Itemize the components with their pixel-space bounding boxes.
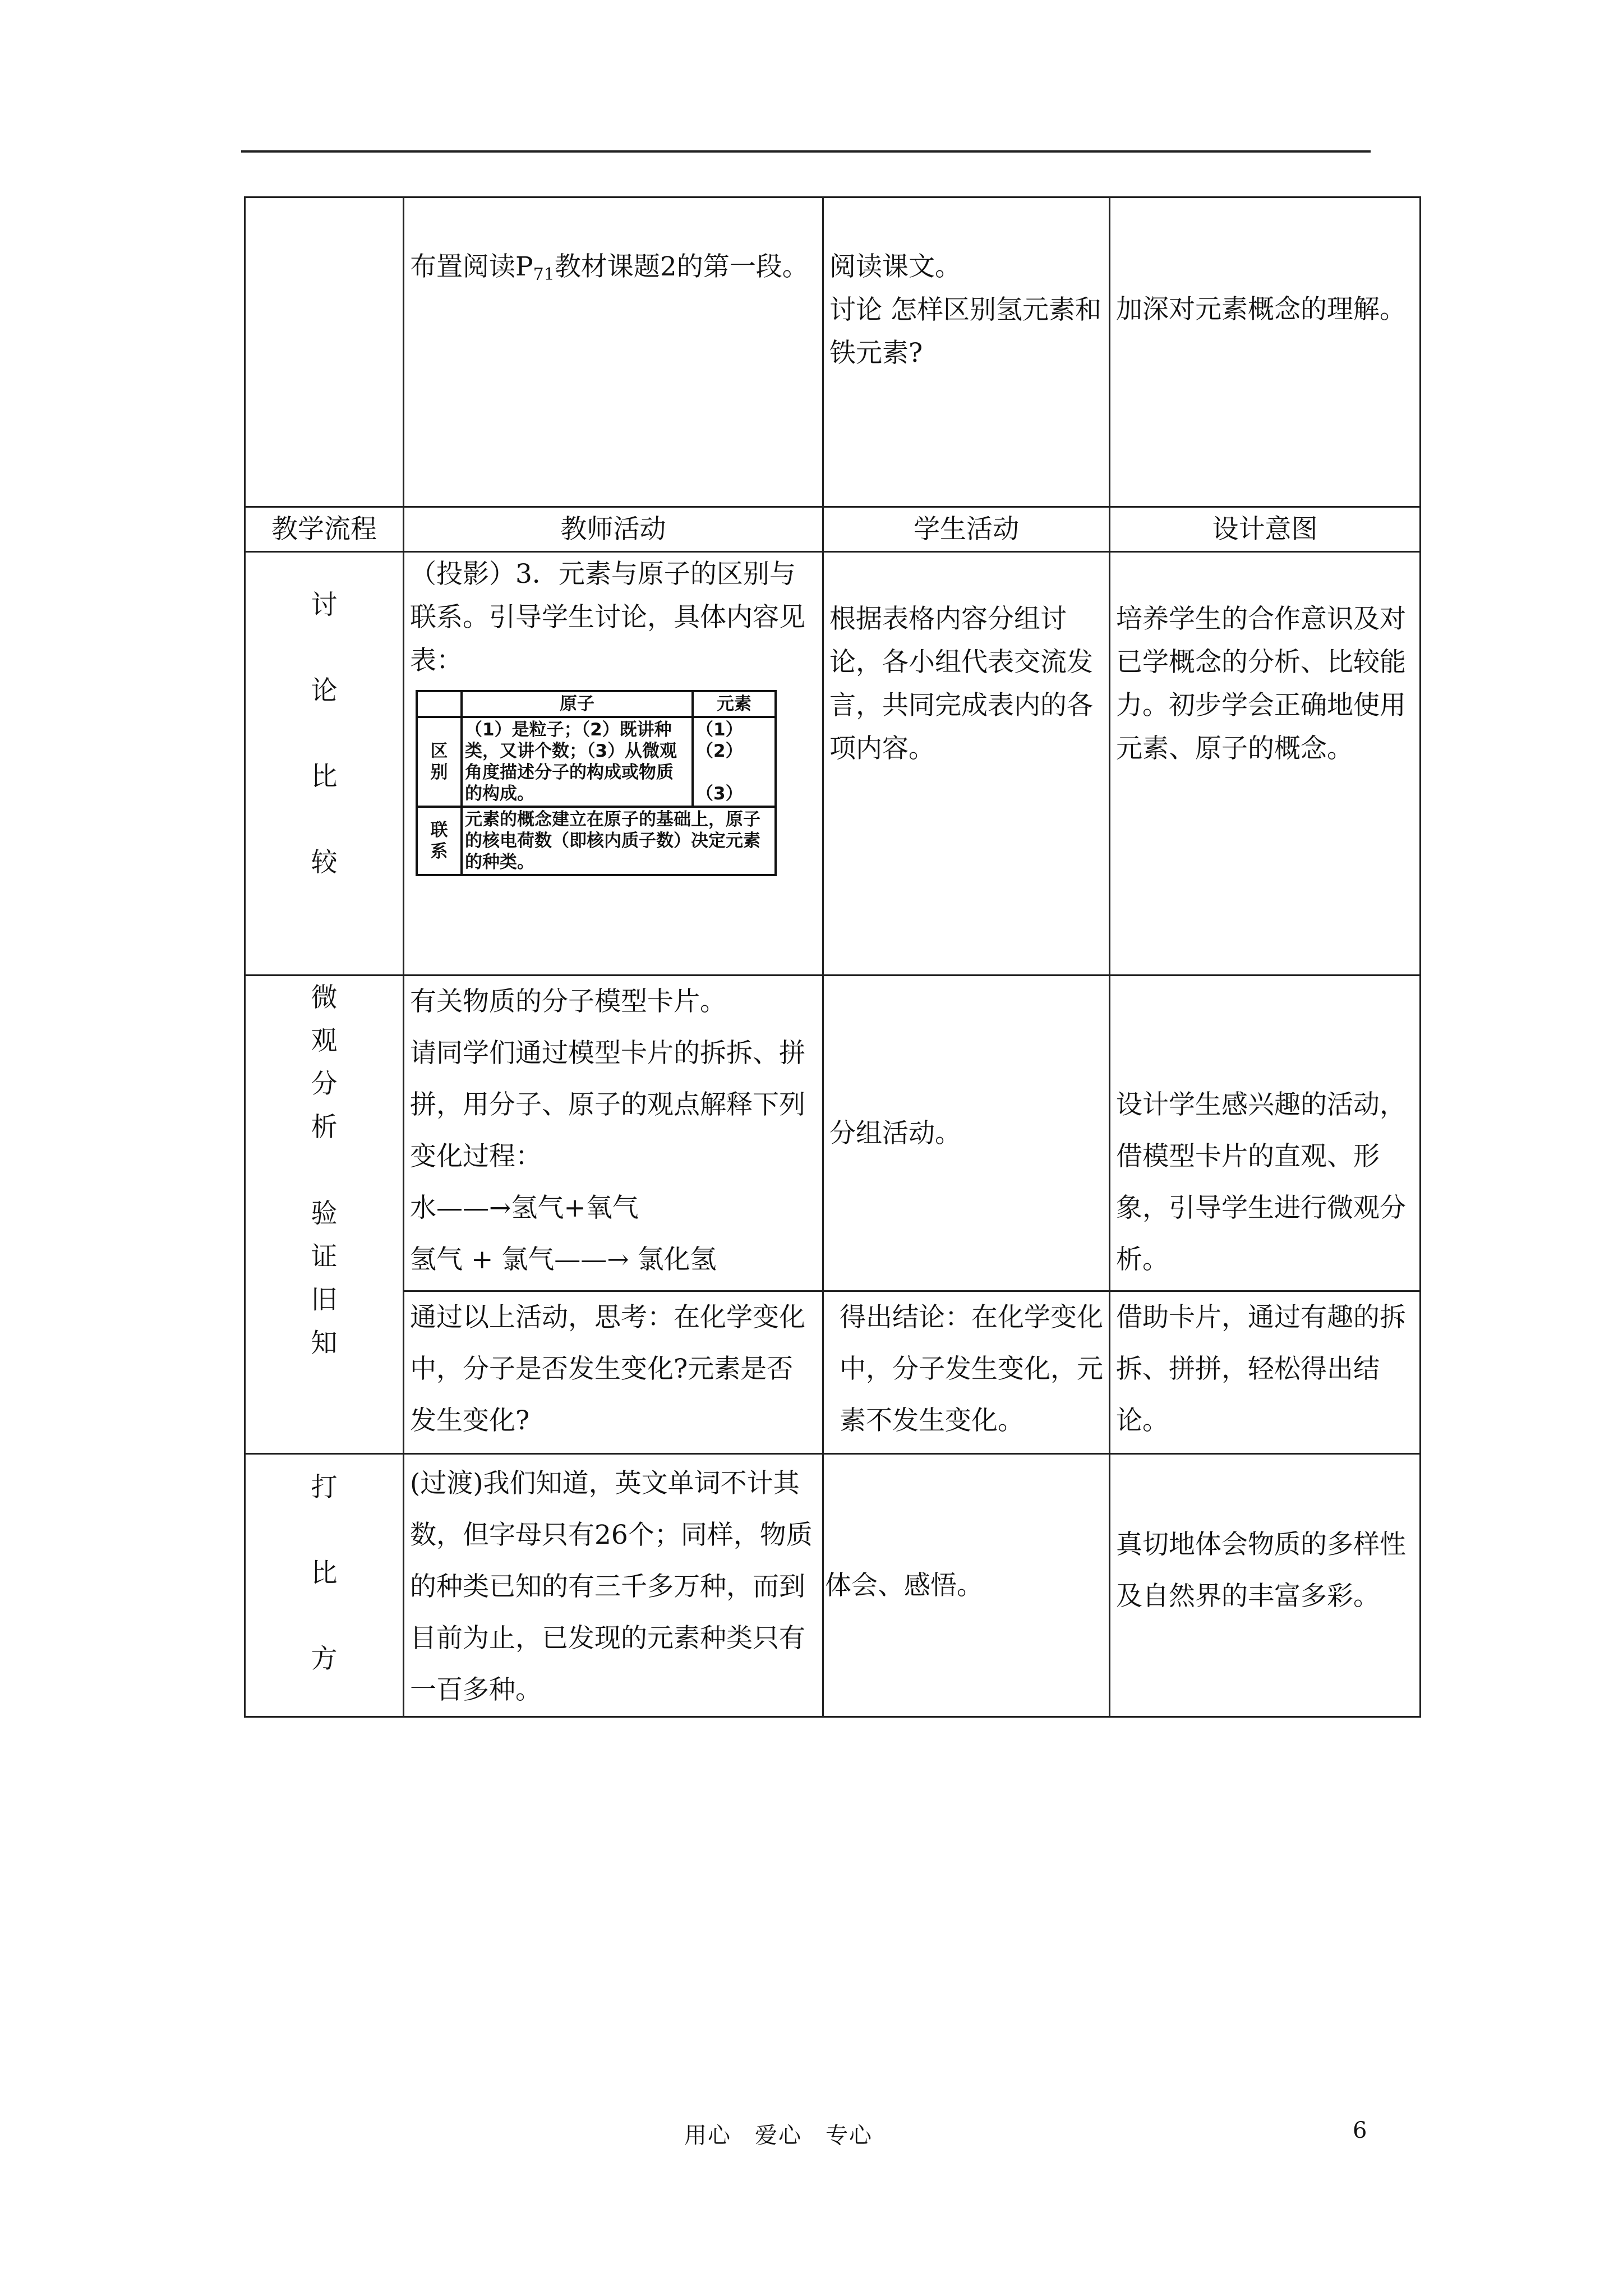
student-text: 讨论 怎样区别氢元素和铁元素? (829, 295, 1101, 369)
flow-char: 旧 (311, 1285, 338, 1315)
mini-blank: （1） (696, 720, 743, 740)
mini-corner (417, 691, 462, 717)
table-row (245, 197, 1421, 507)
flow-char: 讨 (311, 590, 338, 620)
flow-char: 比 (311, 761, 338, 792)
student-cell (823, 197, 1110, 507)
header-rule (241, 150, 1371, 153)
teacher-text: （投影）3．元素与原子的区别与联系。引导学生讨论，具体内容见表： (410, 559, 805, 676)
teacher-cell (404, 1291, 823, 1454)
student-text: 阅读课文。 (829, 251, 961, 282)
flow-char: 观 (311, 1025, 338, 1056)
intent-cell (1110, 552, 1421, 976)
intent-cell (1110, 1291, 1421, 1454)
student-text: 体会、感悟。 (825, 1570, 983, 1601)
reaction-text: 水——→氢气+氧气 (410, 1193, 639, 1223)
teacher-text: 请同学们通过模型卡片的拆拆、拼拼，用分子、原子的观点解释下列变化过程： (410, 1038, 805, 1172)
teacher-text-cont: 教材课题2的第一段。 (554, 251, 809, 282)
flow-char: 方 (311, 1644, 338, 1674)
intent-cell (1110, 1454, 1421, 1717)
teacher-text: 布置阅读P (410, 251, 533, 282)
column-header-student: 学生活动 (823, 507, 1110, 552)
page-number: 6 (1353, 2118, 1367, 2143)
mini-link-text: 元素的概念建立在原子的基础上，原子的核电荷数（即核内质子数）决定元素的种类。 (462, 807, 776, 875)
intent-text: 培养学生的合作意识及对已学概念的分析、比较能力。初步学会正确地使用元素、原子的概念。 (1116, 604, 1406, 764)
flow-char: 较 (311, 847, 338, 878)
teacher-cell (404, 976, 823, 1291)
flow-char: 析 (311, 1112, 338, 1143)
teacher-text: 通过以上活动，思考：在化学变化中，分子是否发生变化?元素是否发生变化? (410, 1302, 805, 1436)
column-header-flow: 教学流程 (245, 507, 404, 552)
teacher-text: 有关物质的分子模型卡片。 (410, 986, 726, 1017)
intent-cell (1110, 197, 1421, 507)
mini-link-label (417, 807, 462, 875)
student-cell (823, 552, 1110, 976)
flow-char: 微 (311, 982, 338, 1013)
mini-diff-label (417, 717, 462, 807)
mini-spacer (696, 762, 772, 783)
student-cell (823, 976, 1110, 1291)
lesson-plan-table (244, 196, 1421, 1718)
flow-cell (245, 1454, 404, 1717)
teacher-cell (404, 1454, 823, 1717)
student-text: 得出结论：在化学变化中，分子发生变化，元素不发生变化。 (840, 1302, 1103, 1436)
mini-label-char: 别 (430, 762, 448, 783)
mini-diff-atom: （1）是粒子；（2）既讲种类，又讲个数；（3）从微观角度描述分子的构成或物质的构成。 (462, 717, 693, 807)
reaction-text: 氢气 + 氯气——→ 氯化氢 (410, 1244, 717, 1275)
table-row (245, 552, 1421, 976)
teacher-cell (404, 197, 823, 507)
intent-text: 加深对元素概念的理解。 (1116, 294, 1406, 325)
flow-char: 分 (311, 1069, 338, 1099)
flow-char: 验 (311, 1198, 338, 1229)
atom-element-comparison-table (416, 690, 777, 876)
intent-text: 借助卡片，通过有趣的拆拆、拼拼，轻松得出结论。 (1116, 1302, 1406, 1436)
flow-cell (245, 197, 404, 507)
flow-cell (245, 552, 404, 976)
table-row (245, 1454, 1421, 1717)
footer-motto: 用心 爱心 专心 (684, 2123, 873, 2148)
flow-cell (245, 976, 404, 1454)
page-subscript: 71 (533, 265, 555, 284)
intent-text: 设计学生感兴趣的活动，借模型卡片的直观、形象，引导学生进行微观分析。 (1116, 1089, 1406, 1275)
table-row (245, 976, 1421, 1291)
mini-blank: （3） (696, 784, 743, 804)
intent-text: 真切地体会物质的多样性及自然界的丰富多彩。 (1116, 1529, 1406, 1612)
teacher-text: (过渡)我们知道，英文单词不计其数，但字母只有26个；同样，物质的种类已知的有三千多万种，而到目前为止，已发现的元素种类只有一百多种。 (410, 1468, 813, 1705)
table-row (245, 1291, 1421, 1454)
intent-cell (1110, 976, 1421, 1291)
flow-char: 打 (311, 1472, 338, 1503)
flow-char: 知 (311, 1328, 338, 1359)
flow-char: 论 (311, 675, 338, 706)
column-header-row (245, 507, 1421, 552)
column-header-intent: 设计意图 (1110, 507, 1421, 552)
flow-char: 证 (311, 1241, 338, 1272)
student-cell (823, 1454, 1110, 1717)
teacher-cell (404, 552, 823, 976)
mini-head-element: 元素 (693, 691, 776, 717)
student-cell (823, 1291, 1110, 1454)
mini-diff-element (693, 717, 776, 807)
mini-label-char: 联 (430, 820, 448, 840)
mini-label-char: 区 (430, 741, 448, 761)
mini-head-atom: 原子 (462, 691, 693, 717)
student-text: 根据表格内容分组讨论，各小组代表交流发言，共同完成表内的各项内容。 (829, 604, 1093, 764)
student-text: 分组活动。 (829, 1117, 961, 1149)
column-header-teacher: 教师活动 (404, 507, 823, 552)
mini-label-char: 系 (430, 841, 448, 862)
mini-blank: （2） (696, 741, 743, 761)
flow-char: 比 (311, 1558, 338, 1589)
